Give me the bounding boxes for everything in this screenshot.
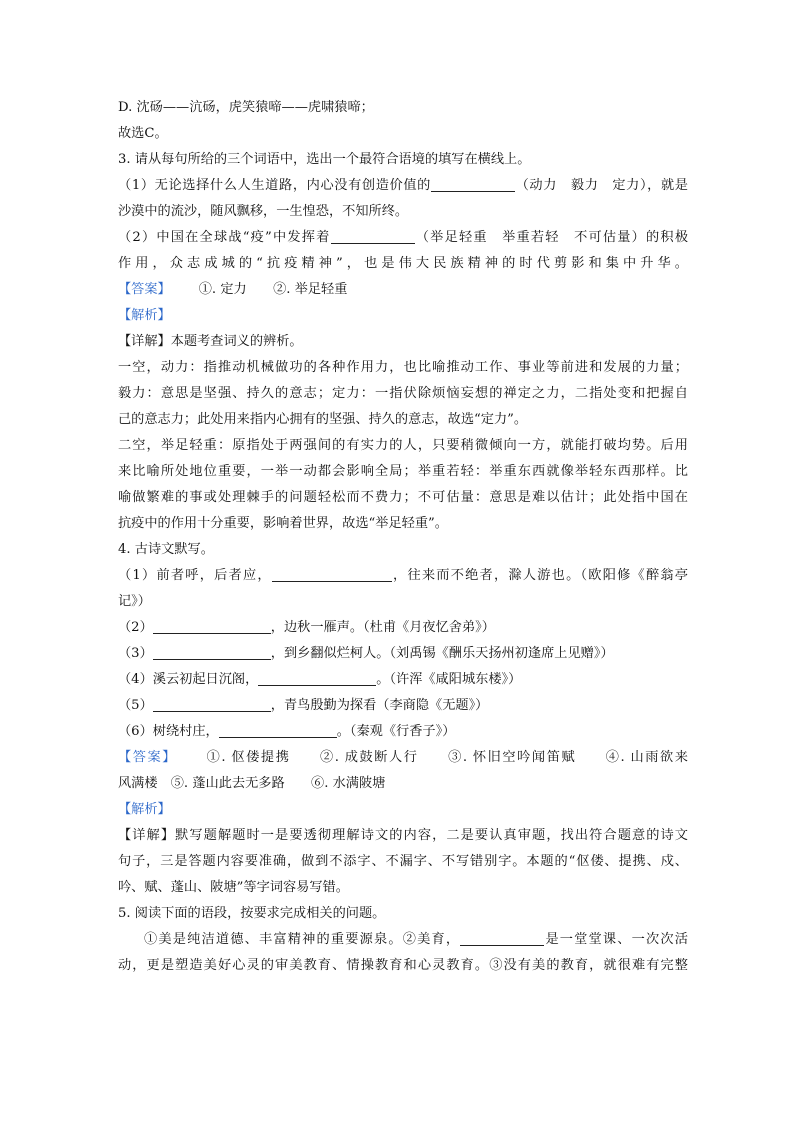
answer-line	[118, 745, 688, 771]
text-fragment: （2）	[118, 620, 153, 635]
text-line: 故选C。	[118, 126, 168, 141]
text-line: D. 沈砀——沆砀，虎笑猿啼——虎啸猿啼；	[118, 100, 374, 115]
detail-text: 本题考查词义的辨析。	[170, 334, 303, 349]
text-fragment: （5）	[118, 698, 153, 713]
text-fragment: （1）无论选择什么人生道路，内心没有创造价值的	[118, 178, 431, 193]
text-line: 一空，动力：指推动机械做功的各种作用力，也比喻推动工作、事业等前进和发展的力量；	[118, 360, 688, 375]
detail-label: 【详解】	[118, 334, 171, 349]
answer-blank	[431, 177, 515, 192]
answer-blank	[153, 619, 271, 634]
text-fragment: ，往来而不绝者，滁人游也。（欧阳修《醉翁亭	[391, 568, 688, 583]
answer-blank	[219, 723, 337, 738]
text-fragment: （3）	[118, 646, 153, 661]
analysis-label: 【解析】	[118, 308, 171, 323]
detail-label: 【详解】	[118, 828, 176, 843]
answer-label: 【答案】	[118, 282, 171, 297]
answer-blank	[331, 229, 415, 244]
question-3-2-line	[118, 225, 688, 251]
answer-blank	[153, 697, 271, 712]
text-fragment: （4）溪云初起日沉阁，	[118, 672, 259, 687]
question-4-5-line	[118, 693, 688, 719]
document-page	[118, 95, 688, 979]
text-line: 风满楼 ⑤. 蓬山此去无多路 ⑥. 水满陂塘	[118, 776, 386, 791]
text-fragment: （动力 毅力 定力），就是	[514, 178, 688, 193]
text-line: 动，更是塑造美好心灵的审美教育、情操教育和心灵教育。③没有美的教育，就很难有完整	[118, 958, 688, 973]
answer-text: ①. 伛偻提携 ②. 成鼓断人行 ③. 怀旧空吟闻笛赋 ④. 山雨欲来	[205, 750, 688, 765]
text-line: 沙漠中的流沙，随风飘移，一生惶恐，不知所终。	[118, 204, 409, 219]
text-fragment: 。（秦观《行香子》）	[336, 724, 456, 739]
text-line: 作用，众志成城的“抗疫精神”，也是伟大民族精神的时代剪影和集中升华。	[118, 256, 688, 271]
question-4-2-line	[118, 615, 688, 641]
answer-label: 【答案】	[118, 750, 178, 765]
text-line: 吟、赋、蓬山、陂塘”等字词容易写错。	[118, 880, 349, 895]
question-3-1-line	[118, 173, 688, 199]
text-fragment: （6）树绕村庄，	[118, 724, 219, 739]
detail-line	[118, 329, 688, 355]
question-5-title: 5. 阅读下面的语段，按要求完成相关的问题。	[118, 906, 386, 921]
text-fragment: 是一堂堂课、一次次活	[544, 932, 688, 947]
text-line: 毅力：意思是坚强、持久的意志；定力：一指伏除烦恼妄想的禅定之力，二指处变和把握自	[118, 386, 688, 401]
text-line: 二空，举足轻重：原指处于两强间的有实力的人，只要稍微倾向一方，就能打破均势。后用	[118, 438, 688, 453]
detail-text: 默写题解题时一是要透彻理解诗文的内容，二是要认真审题，找出符合题意的诗文	[175, 828, 688, 843]
text-fragment: ，到乡翻似烂柯人。（刘禹锡《酬乐天扬州初逢席上见赠》）	[270, 646, 614, 661]
answer-blank	[258, 671, 376, 686]
question-4-4-line	[118, 667, 688, 693]
text-fragment: ①美是纯洁道德、丰富精神的重要源泉。②美育，	[144, 932, 461, 947]
text-line: 喻做繁难的事或处理棘手的问题轻松而不费力；不可估量：意思是难以估计；此处指中国在	[118, 490, 688, 505]
text-fragment: （2）中国在全球战“疫”中发挥着	[118, 230, 331, 245]
text-fragment: 。（许浑《咸阳城东楼》）	[376, 672, 522, 687]
detail-line	[118, 823, 688, 849]
text-fragment: （举足轻重 举重若轻 不可估量）的积极	[414, 230, 689, 245]
text-line: 来比喻所处地位重要，一举一动都会影响全局；举重若轻：举重东西就像举轻东西那样。比	[118, 464, 688, 479]
text-line: 记》）	[118, 594, 151, 609]
answer-blank	[460, 931, 544, 946]
answer-blank	[272, 567, 392, 582]
text-fragment: （1）前者呼，后者应，	[118, 568, 272, 583]
question-3-title: 3. 请从每句所给的三个词语中，选出一个最符合语境的填写在横线上。	[118, 152, 531, 167]
text-line: 己的意志力；此处用来指内心拥有的坚强、持久的意志，故选“定力”。	[118, 412, 528, 427]
answer-line	[118, 277, 688, 303]
text-line: 句子，三是答题内容要准确，做到不添字、不漏字、不写错别字。本题的“伛偻、提携、戍、	[118, 854, 688, 869]
question-4-1-line	[118, 563, 688, 589]
answer-text: ①. 定力 ②. 举足轻重	[198, 282, 348, 297]
text-fragment: ，青鸟殷勤为探看（李商隐《无题》）	[270, 698, 489, 713]
question-4-3-line	[118, 641, 688, 667]
answer-blank	[153, 645, 271, 660]
text-line: 抗疫中的作用十分重要，影响着世界，故选“举足轻重”。	[118, 516, 448, 531]
question-4-title: 4. 古诗文默写。	[118, 542, 214, 557]
text-fragment: ，边秋一雁声。（杜甫《月夜忆舍弟》）	[270, 620, 495, 635]
analysis-label: 【解析】	[118, 802, 171, 817]
question-5-line	[118, 927, 688, 953]
question-4-6-line	[118, 719, 688, 745]
